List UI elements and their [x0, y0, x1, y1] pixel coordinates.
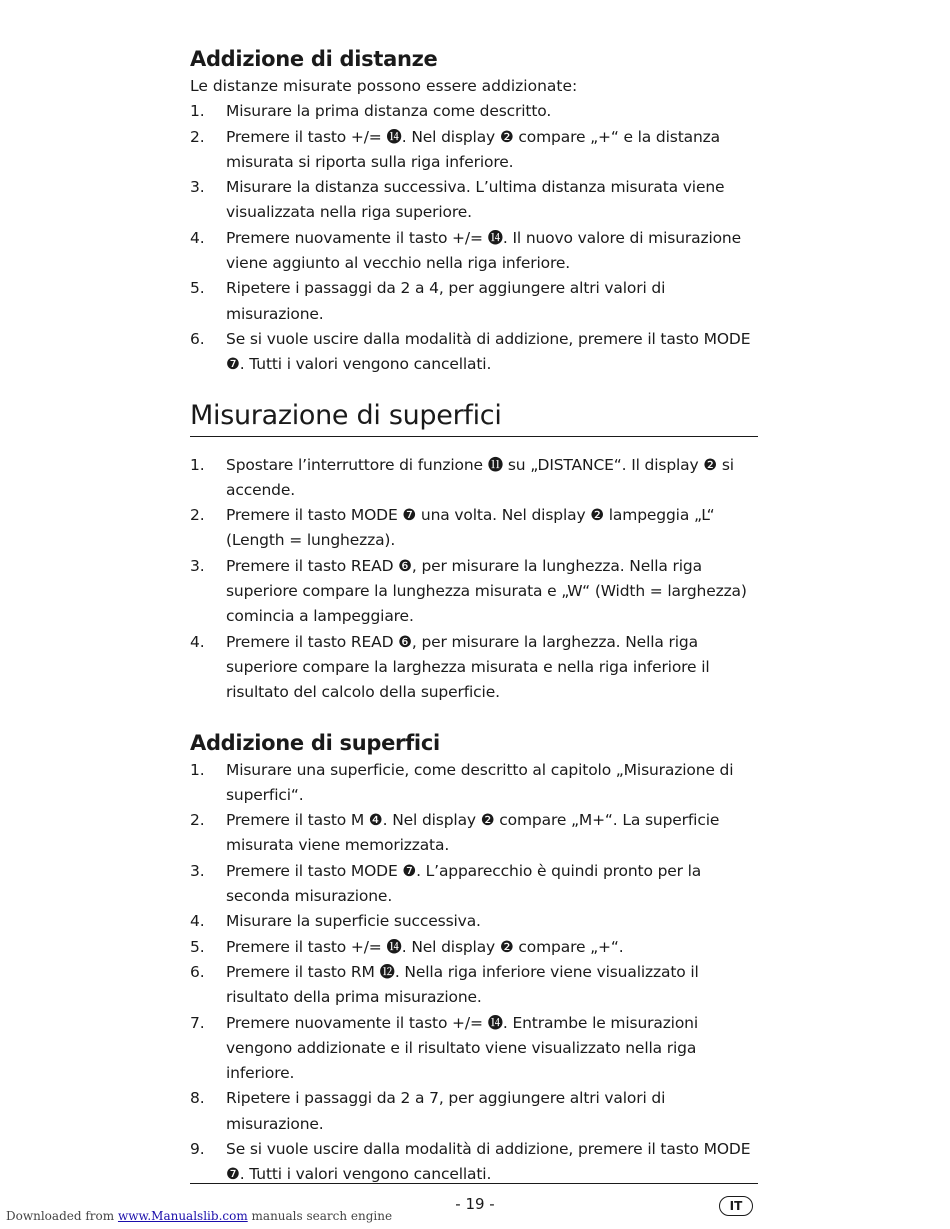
list-item	[190, 99, 758, 124]
step-number: 1.	[190, 102, 205, 121]
list-item	[190, 909, 758, 934]
manualslib-link[interactable]: www.Manualslib.com	[117, 1209, 248, 1223]
step-text: Premere il tasto +/= ⓮. Nel display ❷ compare „+“ e la distanza misurata si riporta sulla riga inferiore.	[226, 127, 720, 171]
step-text: Ripetere i passaggi da 2 a 4, per aggiungere altri valori di misurazione.	[226, 279, 666, 323]
step-text: Misurare una superficie, come descritto al capitolo „Misurazione di superfici“.	[226, 760, 734, 804]
list-item	[190, 327, 758, 378]
spacer	[190, 706, 758, 728]
step-number: 2.	[190, 506, 205, 525]
list-item	[190, 175, 758, 226]
list-item	[190, 226, 758, 277]
step-text: Premere il tasto READ ❻, per misurare la lunghezza. Nella riga superiore compare la lunghezza misurata e „W“ (Width = larghezza) comincia a lampeggiare.	[226, 556, 747, 626]
list-item	[190, 1086, 758, 1137]
language-badge: IT	[719, 1196, 753, 1216]
step-text: Misurare la distanza successiva. L’ultima distanza misurata viene visualizzata nella riga superiore.	[226, 178, 725, 222]
list-item	[190, 960, 758, 1011]
step-number: 9.	[190, 1139, 205, 1158]
list-item	[190, 453, 758, 504]
step-number: 3.	[190, 178, 205, 197]
step-number: 8.	[190, 1089, 205, 1108]
step-text: Premere nuovamente il tasto +/= ⓮. Il nuovo valore di misurazione viene aggiunto al vecchio nella riga inferiore.	[226, 228, 741, 273]
step-text: Premere il tasto READ ❻, per misurare la larghezza. Nella riga superiore compare la larghezza misurata e nella riga inferiore il risultato del calcolo della superficie.	[226, 632, 710, 702]
heading-misurazione-superfici: Misurazione di superfici	[190, 398, 758, 437]
step-text: Misurare la prima distanza come descritto.	[226, 102, 552, 121]
list-item	[190, 503, 758, 554]
page-content	[190, 44, 758, 1188]
step-text: Se si vuole uscire dalla modalità di addizione, premere il tasto MODE ❼. Tutti i valori vengono cancellati.	[226, 1139, 751, 1184]
step-number: 1.	[190, 455, 205, 474]
step-number: 4.	[190, 912, 205, 931]
step-text: Premere il tasto M ❹. Nel display ❷ compare „M+“. La superficie misurata viene memorizzata.	[226, 811, 720, 855]
spacer	[190, 378, 758, 398]
list-item	[190, 554, 758, 630]
step-text: Premere il tasto +/= ⓮. Nel display ❷ compare „+“.	[226, 937, 624, 956]
step-text: Premere il tasto MODE ❼ una volta. Nel display ❷ lampeggia „L“ (Length = lunghezza).	[226, 506, 715, 550]
list-item	[190, 630, 758, 706]
step-text: Premere il tasto MODE ❼. L’apparecchio è quindi pronto per la seconda misurazione.	[226, 861, 702, 906]
step-text: Premere il tasto RM ⓬. Nella riga inferiore viene visualizzato il risultato della prima misurazione.	[226, 962, 699, 1007]
heading-addizione-distanze: Addizione di distanze	[190, 47, 438, 71]
step-text: Spostare l’interruttore di funzione ⓫ su „DISTANCE“. Il display ❷ si accende.	[226, 455, 734, 499]
intro-addizione-distanze: Le distanze misurate possono essere addizionate:	[190, 77, 578, 95]
step-number: 2.	[190, 811, 205, 830]
list-item	[190, 935, 758, 960]
step-number: 6.	[190, 962, 205, 981]
steps-misurazione-superfici	[190, 453, 758, 706]
step-number: 1.	[190, 760, 205, 779]
step-number: 4.	[190, 632, 205, 651]
step-number: 3.	[190, 556, 205, 575]
list-item	[190, 276, 758, 327]
page-number: - 19 -	[455, 1195, 495, 1213]
heading-addizione-superfici: Addizione di superfici	[190, 730, 440, 755]
step-number: 5.	[190, 937, 205, 956]
step-number: 7.	[190, 1013, 205, 1032]
step-number: 2.	[190, 127, 205, 146]
step-number: 3.	[190, 861, 205, 880]
step-text: Misurare la superficie successiva.	[226, 912, 481, 931]
list-item	[190, 758, 758, 809]
steps-addizione-distanze	[190, 99, 758, 377]
list-item	[190, 1137, 758, 1188]
step-text: Premere nuovamente il tasto +/= ⓮. Entrambe le misurazioni vengono addizionate e il risultato viene visualizzato nella riga inferiore.	[226, 1013, 698, 1083]
step-number: 4.	[190, 228, 205, 247]
download-prefix: Downloaded from	[6, 1209, 115, 1223]
download-note	[6, 1209, 392, 1223]
step-number: 5.	[190, 279, 205, 298]
footer-divider	[190, 1183, 758, 1184]
step-number: 6.	[190, 329, 205, 348]
steps-addizione-superfici	[190, 758, 758, 1188]
step-text: Se si vuole uscire dalla modalità di addizione, premere il tasto MODE ❼. Tutti i valori vengono cancellati.	[226, 329, 751, 374]
step-text: Ripetere i passaggi da 2 a 7, per aggiungere altri valori di misurazione.	[226, 1089, 666, 1133]
list-item	[190, 1011, 758, 1087]
download-suffix: manuals search engine	[251, 1209, 393, 1223]
list-item	[190, 808, 758, 859]
list-item	[190, 859, 758, 910]
list-item	[190, 125, 758, 176]
spacer	[190, 437, 758, 453]
